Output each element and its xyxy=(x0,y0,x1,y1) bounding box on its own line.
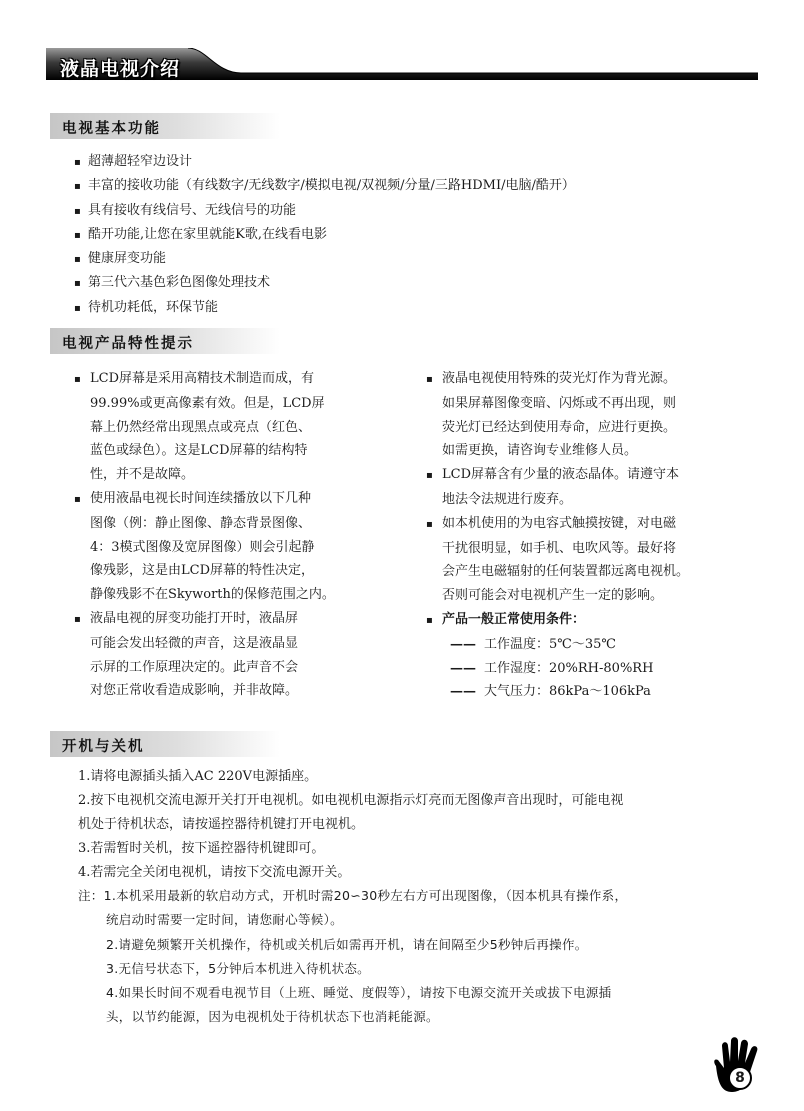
section-power-on-off xyxy=(50,731,280,757)
list-item: ▪ 超薄超轻窄边设计 xyxy=(74,150,575,174)
power-notes xyxy=(78,884,760,1030)
tip-paragraph: ▪ LCD屏幕是采用高精技术制造而成，有 99.99%或更高像素有效。但是，LCD屏 幕上仍然经常出现黑点或亮点（红色、 蓝色或绿色）。这是LCD屏幕的结构特 性，并不是故障。 xyxy=(74,367,414,487)
step-line: 2.按下电视机交流电源开关打开电视机。如电视机电源指示灯亮而无图像声音出现时，可能电视 xyxy=(78,793,624,808)
tip-paragraph: ▪ 如本机使用的为电容式触摸按键，对电磁 干扰很明显，如手机、电吹风等。最好将 会产生电磁辐射的任何装置都远离电视机。 否则可能会对电视机产生一定的影响。 xyxy=(426,512,761,608)
step-line: 机处于待机状态，请按遥控器待机键打开电视机。 xyxy=(78,817,365,832)
section-title: 电视基本功能 xyxy=(62,121,161,137)
tips-left-column xyxy=(74,367,414,703)
power-steps xyxy=(78,765,758,885)
list-item: ▪ 第三代六基色彩色图像处理技术 xyxy=(74,271,575,295)
section-title: 电视产品特性提示 xyxy=(62,336,194,352)
note-line: 统启动时需要一定时间，请您耐心等候）。 xyxy=(106,912,343,928)
list-item: ▪ 酷开功能,让您在家里就能K歌,在线看电影 xyxy=(74,223,575,247)
condition-line: —— 工作湿度：20%RH-80%RH xyxy=(450,660,654,676)
basic-functions-list xyxy=(74,150,575,320)
list-item: ▪ 具有接收有线信号、无线信号的功能 xyxy=(74,199,575,223)
page-number-badge xyxy=(708,1036,768,1098)
note-line: 头，以节约能源，因为电视机处于待机状态下也消耗能源。 xyxy=(106,1009,439,1025)
page-header xyxy=(46,48,758,84)
tip-paragraph: ▪ LCD屏幕含有少量的液态晶体。请遵守本 地法令法规进行废弃。 xyxy=(426,463,761,512)
list-item: ▪ 健康屏变功能 xyxy=(74,247,575,271)
list-item: ▪ 待机功耗低，环保节能 xyxy=(74,296,575,320)
note-line: 注：1.本机采用最新的软启动方式，开机时需20∽30秒左右方可出现图像，（因本机具有操作系， xyxy=(78,888,628,903)
condition-line: —— 大气压力：86kPa～106kPa xyxy=(450,684,651,700)
page-title: 液晶电视介绍 xyxy=(60,58,181,80)
section-basic-functions xyxy=(50,113,280,139)
tip-paragraph: ▪ 液晶电视的屏变功能打开时，液晶屏 可能会发出轻微的声音，这是液晶显 示屏的工作原理决定的。此声音不会 对您正常收看造成影响，并非故障。 xyxy=(74,607,414,703)
tip-paragraph: ▪ 液晶电视使用特殊的荧光灯作为背光源。 如果屏幕图像变暗、闪烁或不再出现，则 荧光灯已经达到使用寿命，应进行更换。 如需更换，请咨询专业维修人员。 xyxy=(426,367,761,463)
step-line: 3.若需暂时关机，按下遥控器待机键即可。 xyxy=(78,841,325,856)
step-line: 1.请将电源插头插入AC 220V电源插座。 xyxy=(78,769,318,784)
note-line: 2.请避免频繁开关机操作，待机或关机后如需再开机，请在间隔至少5秒钟后再操作。 xyxy=(106,936,588,952)
section-product-tips xyxy=(50,328,280,354)
step-line: 4.若需完全关闭电视机，请按下交流电源开关。 xyxy=(78,865,351,880)
page-number: 8 xyxy=(728,1066,752,1090)
condition-line: —— 工作温度：5℃～35℃ xyxy=(450,636,616,652)
tips-right-column xyxy=(426,367,761,704)
list-item: ▪ 丰富的接收功能（有线数字/无线数字/模拟电视/双视频/分量/三路HDMI/电脑/酷开） xyxy=(74,174,575,198)
note-line: 4.如果长时间不观看电视节目（上班、睡觉、度假等），请按下电源交流开关或拔下电源插 xyxy=(106,985,612,1001)
tip-paragraph: ▪ 使用液晶电视长时间连续播放以下几种 图像（例：静止图像、静态背景图像、 4：3模式图像及宽屏图像）则会引起静 像残影，这是由LCD屏幕的特性决定， 静像残影不在Skyworth的保修范围之内。 xyxy=(74,487,414,607)
conditions-title: ▪ 产品一般正常使用条件： xyxy=(426,608,761,633)
note-line: 3.无信号状态下，5分钟后本机进入待机状态。 xyxy=(106,960,370,976)
section-title: 开机与关机 xyxy=(62,739,145,755)
